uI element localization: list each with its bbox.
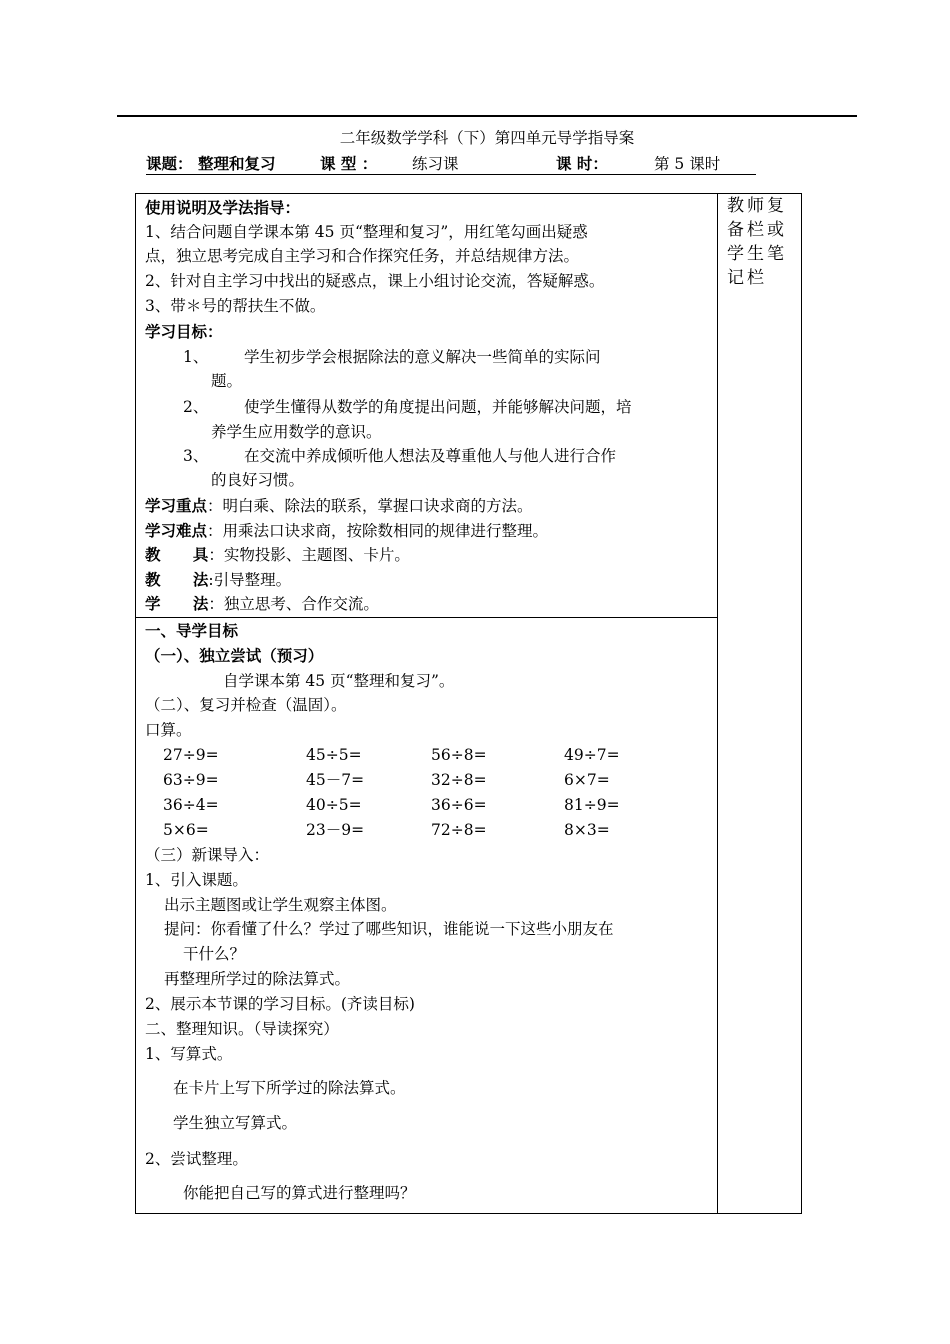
goal-3-number: 3、 <box>183 447 209 465</box>
write-step-2-a: 你能把自己写的算式进行整理吗？ <box>183 1184 416 1202</box>
step-1-a: 出示主题图或让学生观察主体图。 <box>164 896 397 914</box>
oral-item: 40÷5= <box>306 796 362 814</box>
step-1-b-line-1: 提问：你看懂了什么？学过了哪些知识，谁能说一下这些小朋友在 <box>164 920 614 938</box>
oral-label: 口算。 <box>145 721 192 739</box>
document-title: 二年级数学学科（下）第四单元导学指导案 <box>339 129 635 147</box>
section-1-heading: 一、导学目标 <box>145 621 239 640</box>
learn-method-text: ：独立思考、合作交流。 <box>208 595 379 613</box>
tools-text: ：实物投影、主题图、卡片。 <box>208 546 410 564</box>
instructions-heading: 使用说明及学法指导： <box>145 198 301 217</box>
goal-1-number: 1、 <box>183 348 209 366</box>
table-row-divider <box>135 617 717 618</box>
oral-item: 27÷9= <box>163 746 219 764</box>
oral-item: 36÷4= <box>163 796 219 814</box>
oral-item: 36÷6= <box>431 796 487 814</box>
goals-heading: 学习目标： <box>145 322 223 341</box>
focus-label: 学习重点 <box>145 496 208 515</box>
goal-1-line-a: 学生初步学会根据除法的意义解决一些简单的实际问 <box>244 348 601 366</box>
oral-item: 8×3= <box>564 821 610 839</box>
sub-3-heading: （三）新课导入： <box>145 846 270 864</box>
difficulty-label: 学习难点 <box>145 521 208 540</box>
instruction-2: 2、针对自主学习中找出的疑惑点，课上小组讨论交流，答疑解惑。 <box>145 272 605 290</box>
oral-item: 6×7= <box>564 771 610 789</box>
goal-3-line-b: 的良好习惯。 <box>211 471 305 489</box>
oral-item: 63÷9= <box>163 771 219 789</box>
oral-item: 72÷8= <box>431 821 487 839</box>
oral-item: 45－7= <box>306 771 365 789</box>
tools-row <box>145 545 410 565</box>
oral-item: 45÷5= <box>306 746 362 764</box>
type-label: 课 型 ： <box>320 154 378 173</box>
teach-method-row <box>145 570 291 590</box>
teach-method-label: 教 法 <box>145 570 209 589</box>
instruction-1b: 点，独立思考完成自主学习和合作探究任务，并总结规律方法。 <box>145 247 580 265</box>
oral-item: 49÷7= <box>564 746 620 764</box>
difficulty-row <box>145 521 548 541</box>
difficulty-text: ：用乘法口诀求商，按除数相同的规律进行整理。 <box>207 522 549 540</box>
step-1-c: 再整理所学过的除法算式。 <box>164 970 351 988</box>
oral-item: 56÷8= <box>431 746 487 764</box>
goal-1-line-b: 题。 <box>211 372 243 390</box>
section-2-heading: 二、整理知识。（导读探究） <box>145 1020 339 1038</box>
instruction-1a: 1、结合问题自学课本第 45 页“整理和复习”，用红笔勾画出疑惑 <box>145 223 588 241</box>
oral-item: 81÷9= <box>564 796 620 814</box>
instruction-3: 3、带＊号的帮扶生不做。 <box>145 297 326 315</box>
focus-text: ：明白乘、除法的联系，掌握口诀求商的方法。 <box>207 497 533 515</box>
topic-value: 整理和复习 <box>198 154 276 173</box>
tools-label: 教 具 <box>145 545 209 564</box>
write-step-2: 2、尝试整理。 <box>145 1150 248 1168</box>
goal-3-line-a: 在交流中养成倾听他人想法及尊重他人与他人进行合作 <box>244 447 617 465</box>
top-rule <box>117 115 857 117</box>
notes-column-label: 教师复备栏或学生笔记栏 <box>727 196 787 288</box>
step-1: 1、引入课题。 <box>145 871 248 889</box>
sub-1-heading: （一）、独立尝试（预习） <box>145 646 324 665</box>
oral-item: 32÷8= <box>431 771 487 789</box>
oral-item: 5×6= <box>163 821 209 839</box>
step-2: 2、展示本节课的学习目标。(齐读目标) <box>145 995 415 1013</box>
lesson-header <box>146 152 756 175</box>
table-column-divider <box>717 193 718 1214</box>
step-1-b-line-2: 干什么？ <box>183 945 246 963</box>
write-step-1: 1、写算式。 <box>145 1045 233 1063</box>
sub-1-text: 自学课本第 45 页“整理和复习”。 <box>223 672 455 690</box>
oral-item: 23－9= <box>306 821 365 839</box>
period-value: 第 5 课时 <box>654 155 721 173</box>
write-step-1-b: 学生独立写算式。 <box>173 1114 298 1132</box>
topic-label: 课题： <box>146 154 193 173</box>
sub-2-heading: （二）、复习并检查（温固）。 <box>145 696 347 714</box>
focus-row <box>145 496 533 516</box>
goal-2-line-b: 养学生应用数学的意识。 <box>211 423 382 441</box>
write-step-1-a: 在卡片上写下所学过的除法算式。 <box>173 1079 406 1097</box>
goal-2-line-a: 使学生懂得从数学的角度提出问题，并能够解决问题，培 <box>244 398 632 416</box>
period-label: 课 时： <box>556 154 608 173</box>
learn-method-label: 学 法 <box>145 594 209 613</box>
goal-2-number: 2、 <box>183 398 209 416</box>
teach-method-text: :引导整理。 <box>208 571 292 589</box>
type-value: 练习课 <box>412 155 459 173</box>
learn-method-row <box>145 594 379 614</box>
